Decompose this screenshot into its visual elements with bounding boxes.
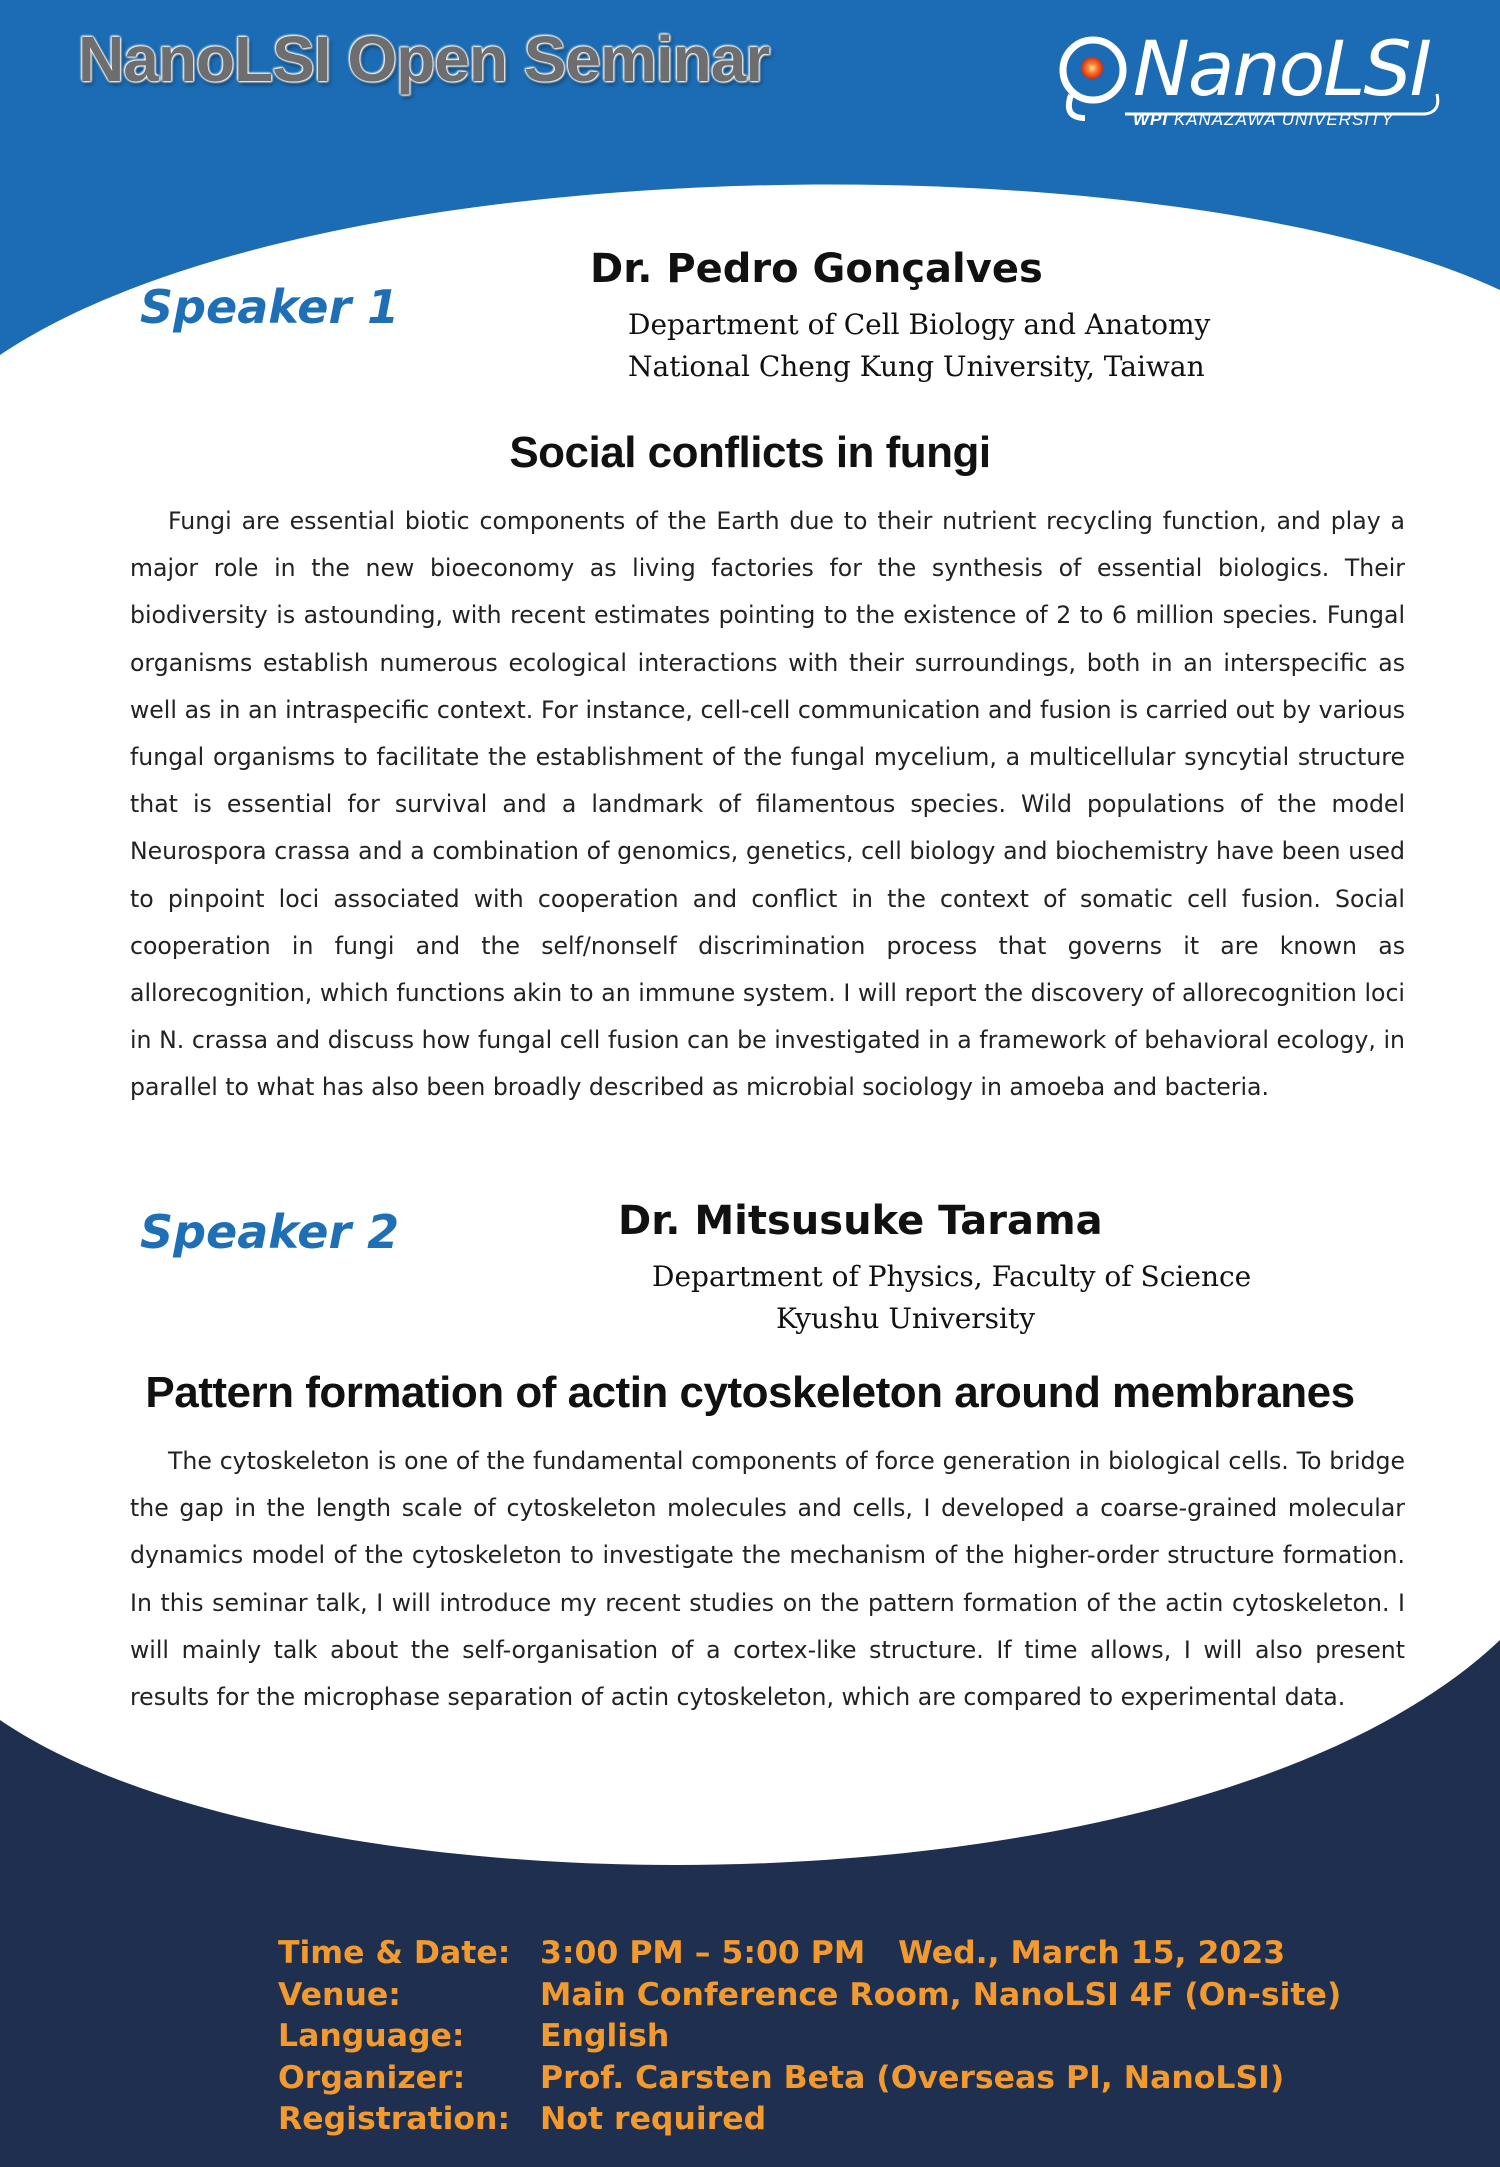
event-info-row-registration xyxy=(278,2099,1341,2141)
speaker-1-talk-title: Social conflicts in fungi xyxy=(509,428,991,477)
event-info-value: 3:00 PM – 5:00 PM Wed., March 15, 2023 xyxy=(540,1935,1286,1971)
event-info-key: Time & Date: xyxy=(278,1935,511,1971)
event-info-value: English xyxy=(540,2018,670,2054)
event-info-value: Prof. Carsten Beta (Overseas PI, NanoLSI) xyxy=(540,2059,1285,2096)
event-info xyxy=(278,1933,1341,2141)
speaker-2-talk-title: Pattern formation of actin cytoskeleton around membranes xyxy=(145,1368,1355,1417)
event-info-key: Venue: xyxy=(278,1976,401,2013)
event-info-row-time xyxy=(278,1933,1341,1975)
speaker-2-affiliation-univ: Kyushu University xyxy=(776,1302,1036,1335)
seminar-title: NanoLSI Open Seminar xyxy=(78,23,770,95)
nanolsi-logo xyxy=(1055,24,1435,135)
event-info-row-venue xyxy=(278,1975,1341,2017)
logo-subtitle: WPI KANAZAWA UNIVERSITY xyxy=(1133,110,1394,129)
event-info-value: Not required xyxy=(540,2101,767,2137)
speaker-2-name: Dr. Mitsusuke Tarama xyxy=(618,1198,1103,1244)
speaker-1-abstract: Fungi are essential biotic components of the Earth due to their nutrient recycling function, and play a major role in the new bioeconomy as living factories for the synthesis of essential biologics. Their biodiversity is astounding, with recent estimates pointing to the existence of 2 to 6 million species. Fungal organisms establish numerous ecological interactions with their surroundings, both in an interspecific as well as in an intraspecific context. For instance, cell-cell communication and fusion is carried out by various fungal organisms to facilitate the establishment of the fungal mycelium, a multicellular syncytial structure that is essential for survival and a landmark of filamentous species. Wild populations of the model Neurospora crassa and a combination of genomics, genetics, cell biology and biochemistry have been used to pinpoint loci associated with cooperation and conflict in the context of somatic cell fusion. Social cooperation in fungi and the self/nonself discrimination process that governs it are known as allorecognition, which functions akin to an immune system. I will report the discovery of allorecognition loci in N. crassa and discuss how fungal cell fusion can be investigated in a framework of behavioral ecology, in parallel to what has also been broadly described as microbial sociology in amoeba and bacteria. xyxy=(130,507,1405,1102)
nanolsi-logo-icon xyxy=(1055,30,1135,130)
logo-wordmark: NanoLSI xyxy=(1133,24,1431,113)
event-info-key: Language: xyxy=(278,2018,465,2054)
speaker-1-affiliation-univ: National Cheng Kung University, Taiwan xyxy=(628,350,1205,383)
speaker-1-affiliation-dept: Department of Cell Biology and Anatomy xyxy=(628,308,1211,341)
speaker-1-label: Speaker 1 xyxy=(140,280,400,334)
event-info-row-organizer xyxy=(278,2058,1341,2100)
speaker-2-abstract: The cytoskeleton is one of the fundamental components of force generation in biological cells. To bridge the gap in the length scale of cytoskeleton molecules and cells, I developed a coarse-grained molecular dynamics model of the cytoskeleton to investigate the mechanism of the higher-order structure formation. In this seminar talk, I will introduce my recent studies on the pattern formation of the actin cytoskeleton. I will mainly talk about the self-organisation of a cortex-like structure. If time allows, I will also present results for the microphase separation of actin cytoskeleton, which are compared to experimental data. xyxy=(130,1447,1405,1712)
event-info-key: Registration: xyxy=(278,2101,511,2137)
speaker-1-name: Dr. Pedro Gonçalves xyxy=(590,246,1043,292)
event-info-key: Organizer: xyxy=(278,2059,466,2096)
speaker-2-label: Speaker 2 xyxy=(140,1205,400,1259)
event-info-row-language xyxy=(278,2016,1341,2058)
speaker-2-affiliation-dept: Department of Physics, Faculty of Science xyxy=(652,1260,1252,1293)
event-info-value: Main Conference Room, NanoLSI 4F (On-site) xyxy=(540,1976,1342,2013)
